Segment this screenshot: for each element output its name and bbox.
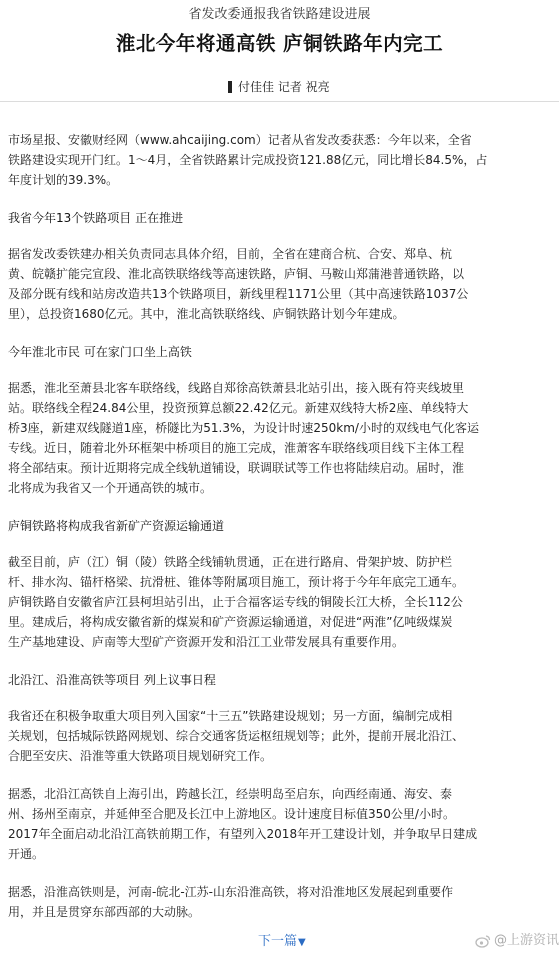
paragraph-gap	[8, 652, 556, 670]
byline-text: 付佳佳 记者 祝亮	[238, 80, 330, 94]
text-line: 里。建成后，将构成安徽省新的煤炭和矿产资源运输通道，对促进“两淮”亿吨级煤炭	[8, 615, 453, 629]
text-line: 年度计划的39.3%。	[8, 173, 119, 187]
text-line: 州、扬州至南京，并延伸至合肥及长江中上游地区。设计速度目标值350公里/小时。	[8, 807, 455, 821]
paragraph	[8, 882, 556, 922]
paragraph-gap	[8, 190, 556, 208]
text-line: 据省发改委铁建办相关负责同志具体介绍，目前，全省在建商合杭、合安、郑阜、杭	[8, 247, 453, 261]
article-title: 淮北今年将通高铁 庐铜铁路年内完工	[115, 32, 444, 55]
header-divider	[0, 101, 559, 102]
paragraph	[8, 378, 556, 498]
text-line: 庐铜铁路自安徽省庐江县柯坦站引出，止于合福客运专线的铜陵长江大桥，全长112公	[8, 595, 463, 609]
text-line: 据悉，沿淮高铁则是，河南-皖北-江苏-山东沿淮高铁，将对沿淮地区发展起到重要作	[8, 885, 453, 899]
section-heading	[8, 516, 556, 536]
text-line: 今年淮北市民 可在家门口坐上高铁	[8, 345, 192, 359]
paragraph	[8, 130, 556, 190]
paragraph-gap	[8, 324, 556, 342]
text-line: 专线。近日，随着北外环框架中桥项目的施工完成，淮萧客车联络线项目线下主体工程	[8, 441, 465, 455]
section-heading	[8, 670, 556, 690]
pre-title: 省发改委通报我省铁路建设进展	[188, 7, 371, 22]
text-line: 及部分既有线和站房改造共13个铁路项目，新线里程1171公里（其中高速铁路1037公	[8, 287, 469, 301]
weibo-icon	[475, 934, 491, 948]
weibo-watermark	[475, 931, 559, 951]
text-line: 我省今年13个铁路项目 正在推进	[8, 211, 184, 225]
watermark-text: @上游资讯	[494, 933, 559, 948]
text-line: 站。联络线全程24.84公里，投资预算总额22.42亿元。新建双线特大桥2座、单线特大	[8, 401, 469, 415]
text-line: 杆、排水沟、锚杆格梁、抗滑桩、锥体等附属项目施工，预计将于今年年底完工通车。	[8, 575, 465, 589]
paragraph-gap	[8, 228, 556, 244]
text-line: 2017年全面启动北沿江高铁前期工作，有望列入2018年开工建设计划，并争取早日建成	[8, 827, 478, 841]
section-heading	[8, 342, 556, 362]
paragraph-gap	[8, 498, 556, 516]
paragraph	[8, 244, 556, 324]
text-line: 合肥至安庆、沿淮等重大铁路项目规划研究工作。	[8, 749, 273, 763]
text-line: 北将成为我省又一个开通高铁的城市。	[8, 481, 213, 495]
text-line: 据悉，北沿江高铁自上海引出，跨越长江，经崇明岛至启东，向西经南通、海安、泰	[8, 787, 453, 801]
text-line: 里），总投资1680亿元。其中，淮北高铁联络线、庐铜铁路计划今年建成。	[8, 307, 405, 321]
section-heading	[8, 208, 556, 228]
paragraph	[8, 784, 556, 864]
text-line: 将全部结束。预计近期将完成全线轨道铺设，联调联试等工作也将陆续启动。届时，淮	[8, 461, 465, 475]
chevron-down-icon: ▼	[298, 937, 306, 948]
text-line: 市场星报、安徽财经网（www.ahcaijing.com）记者从省发改委获悉：今年以来，全省	[8, 133, 472, 147]
paragraph-gap	[8, 362, 556, 378]
article-body	[8, 130, 556, 922]
text-line: 北沿江、沿淮高铁等项目 列上议事日程	[8, 673, 216, 687]
text-line: 铁路建设实现开门红。1～4月，全省铁路累计完成投资121.88亿元，同比增长84.5%，占	[8, 153, 488, 167]
paragraph	[8, 706, 556, 766]
text-line: 截至目前，庐（江）铜（陵）铁路全线铺轨贯通，正在进行路肩、骨架护坡、防护栏	[8, 555, 453, 569]
paragraph-gap	[8, 690, 556, 706]
paragraph-gap	[8, 536, 556, 552]
byline-bar-icon	[228, 81, 232, 93]
text-line: 关规划，包括城际铁路网规划、综合交通客货运枢纽规划等；此外，提前开展北沿江、	[8, 729, 465, 743]
text-line: 生产基地建设、庐南等大型矿产资源开发和沿江工业带发展具有重要作用。	[8, 635, 405, 649]
text-line: 黄、皖赣扩能完宣段、淮北高铁联络线等高速铁路，庐铜、马鞍山郑蒲港普通铁路，以	[8, 267, 465, 281]
text-line: 桥3座，新建双线隧道1座，桥隧比为51.3%，为设计时速250km/小时的双线电气化客运	[8, 421, 479, 435]
paragraph-gap	[8, 766, 556, 784]
byline	[228, 79, 330, 95]
paragraph-gap	[8, 864, 556, 882]
text-line: 据悉，淮北至萧县北客车联络线，线路自郑徐高铁萧县北站引出，接入既有符夹线坡里	[8, 381, 465, 395]
text-line: 庐铜铁路将构成我省新矿产资源运输通道	[8, 519, 225, 533]
text-line: 我省还在积极争取重大项目列入国家“十三五”铁路建设规划；另一方面，编制完成相	[8, 709, 453, 723]
text-line: 开通。	[8, 847, 45, 861]
paragraph	[8, 552, 556, 652]
text-line: 用，并且是贯穿东部西部的大动脉。	[8, 905, 201, 919]
next-article-label: 下一篇	[258, 934, 298, 949]
next-article-link[interactable]	[258, 933, 306, 952]
